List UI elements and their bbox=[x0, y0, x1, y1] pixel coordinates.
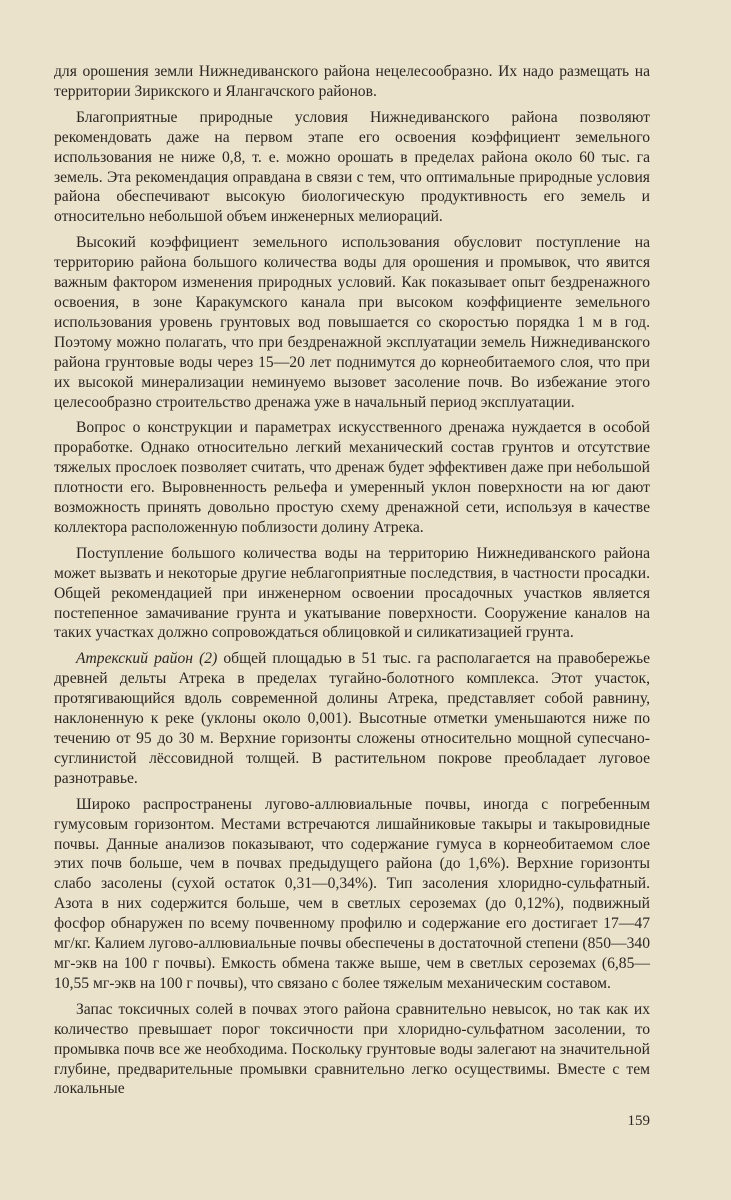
paragraph-5: Поступление большого количества воды на территорию Нижнедиванского района может вызвать и некоторые другие неблагоприятные последствия, в частности просадки. Общей рекомендацией при инженерном освоении просадочных участков является постепенное замачивание грунта и укатывание поверхности. Сооружение каналов на таких участках должно сопровождаться облицовкой и силикатизацией грунта. bbox=[54, 544, 650, 642]
paragraph-7: Широко распространены лугово-аллювиальные почвы, иногда с погребенным гумусовым горизонтом. Местами встречаются лишайниковые такыры и такыровидные почвы. Данные анализов показывают, что содержание гумуса в корнеобитаемом слое этих почв больше, чем в почвах предыдущего района (до 1,6%). Верхние горизонты слабо засолены (сухой остаток 0,31—0,34%). Тип засоления хлоридно-сульфатный. Азота в них содержится больше, чем в светлых сероземах (до 0,12%), подвижный фосфор обнаружен по всему почвенному профилю и содержание его достигает 17—47 мг/кг. Калием лугово-аллювиальные почвы обеспечены в достаточной степени (850—340 мг-экв на 100 г почвы). Емкость обмена также выше, чем в светлых сероземах (6,85—10,55 мг-экв на 100 г почвы), что связано с более тяжелым механическим составом. bbox=[54, 795, 650, 992]
paragraph-6 bbox=[54, 649, 650, 788]
paragraph-4: Вопрос о конструкции и параметрах искусственного дренажа нуждается в особой проработке. Однако относительно легкий механический состав грунтов и отсутствие тяжелых прослоек позволяет считать, что дренаж будет эффективен даже при небольшой плотности его. Выровненность рельефа и умеренный уклон поверхности на юг дают возможность принять довольно простую схему дренажной сети, используя в качестве коллектора расположенную поблизости долину Атрека. bbox=[54, 419, 650, 536]
paragraph-2: Благоприятные природные условия Нижнедиванского района позволяют рекомендовать даже на первом этапе его освоения коэффициент земельного использования не ниже 0,8, т. е. можно орошать в пределах района около 60 тыс. га земель. Эта рекомендация оправдана в связи с тем, что оптимальные природные условия района обеспечивают высокую биологическую продуктивность его земель и относительно небольшой объем инженерных мелиораций. bbox=[54, 108, 650, 226]
page-number: 159 bbox=[627, 1113, 650, 1129]
paragraph-1: для орошения земли Нижнедиванского района нецелесообразно. Их надо размещать на территории Зирикского и Ялангачского районов. bbox=[54, 63, 650, 100]
paragraph-8: Запас токсичных солей в почвах этого района сравнительно невысок, но так как их количество превышает порог токсичности при хлоридно-сульфатном засолении, то промывка почв все же необходима. Поскольку грунтовые воды залегают на значительной глубине, предварительные промывки сравнительно легко осуществимы. Вместе с тем локальные bbox=[54, 1000, 650, 1098]
paragraph-6-lead: Атрекский район (2) bbox=[76, 650, 218, 668]
paragraph-3: Высокий коэффициент земельного использования обусловит поступление на территорию района большого количества воды для орошения и промывок, что явится важным фактором изменения природных условий. Как показывает опыт бездренажного освоения, в зоне Каракумского канала при высоком коэффициенте земельного использования уровень грунтовых вод повышается со скоростью порядка 1 м в год. Поэтому можно полагать, что при бездренажной эксплуатации земель Нижнедиванского района грунтовые воды через 15—20 лет поднимутся до корнеобитаемого слоя, что при их высокой минерализации неминуемо вызовет засоление почв. Во избежание этого целесообразно строительство дренажа уже в начальный период эксплуатации. bbox=[54, 234, 650, 411]
text-block bbox=[54, 62, 650, 1105]
paragraph-6-text: общей площадью в 51 тыс. га располагается на правобережье древней дельты Атрека в пределах тугайно-болотного комплекса. Этот участок, протягивающийся вдоль современной долины Атрека, представляет собой равнину, наклоненную к реке (уклоны около 0,001). Высотные отметки уменьшаются ниже по течению от 95 до 30 м. Верхние горизонты сложены относительно мощной супесчано-суглинистой лёссовидной толщей. В растительном покрове преобладает луговое разнотравье. bbox=[54, 650, 650, 787]
